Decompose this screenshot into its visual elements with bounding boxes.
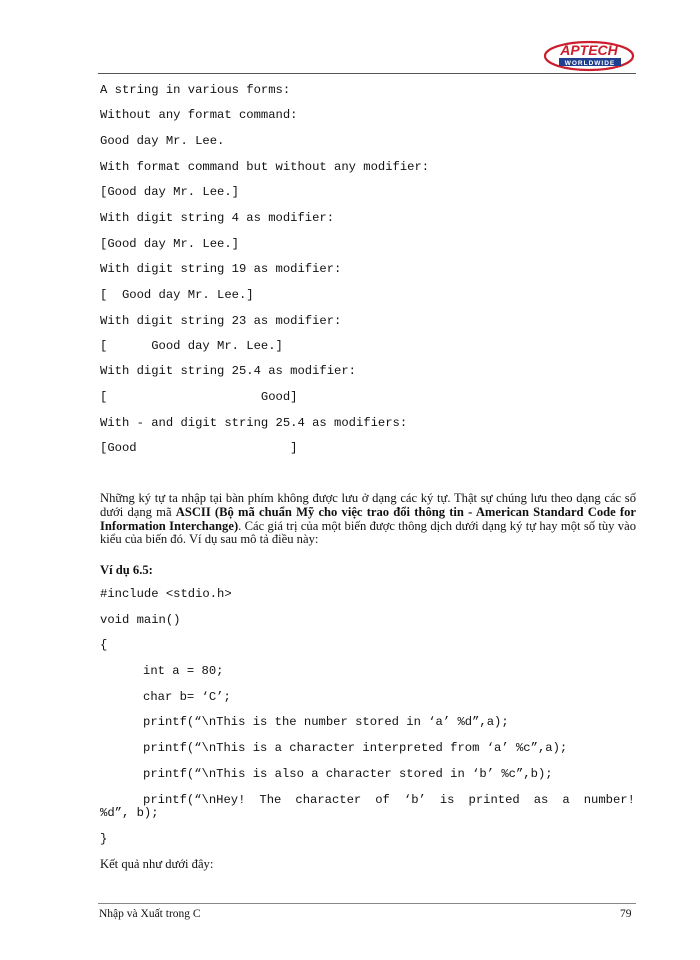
paragraph-text-1: Những ký tự ta nhập tại bàn phím không được lưu ở dạng các ký tự. Thật sự chúng lưu theo dạng các số dưới dạng mã bbox=[100, 491, 636, 519]
code-line-open-brace: { bbox=[100, 638, 108, 652]
code-word: The bbox=[259, 793, 282, 807]
paragraph-text-2: . Các giá trị của một biến được thông dịch dưới dạng ký tự hay một số tùy vào kiểu của biến đó. Ví dụ sau mô tả điều này: bbox=[100, 518, 636, 547]
code-line-char: char b= ‘C’; bbox=[143, 690, 231, 704]
output-line: [Good ] bbox=[100, 441, 298, 455]
code-line-printf-3: printf(“\nThis is also a character stored in ‘b’ %c”,b); bbox=[143, 767, 553, 781]
output-line: [ Good day Mr. Lee.] bbox=[100, 339, 283, 353]
output-line: With digit string 19 as modifier: bbox=[100, 262, 342, 276]
output-line: A string in various forms: bbox=[100, 83, 291, 97]
output-line: Good day Mr. Lee. bbox=[100, 134, 225, 148]
result-label: Kết quả như dưới đây: bbox=[100, 857, 214, 871]
code-word: ‘b’ bbox=[403, 793, 426, 807]
output-line: With format command but without any modifier: bbox=[100, 160, 430, 174]
code-word: is bbox=[439, 793, 455, 807]
output-line: With - and digit string 25.4 as modifiers: bbox=[100, 416, 408, 430]
footer-rule bbox=[98, 903, 636, 904]
output-line: [Good day Mr. Lee.] bbox=[100, 185, 239, 199]
header-rule bbox=[98, 73, 636, 74]
code-word: as bbox=[533, 793, 549, 807]
code-word: printed bbox=[468, 793, 520, 807]
logo-subtext: WORLDWIDE bbox=[564, 60, 616, 67]
output-line: With digit string 25.4 as modifier: bbox=[100, 364, 356, 378]
example-title: Ví dụ 6.5: bbox=[100, 563, 153, 577]
code-word: character bbox=[295, 793, 362, 807]
code-line-printf-4-continued: %d”, b); bbox=[100, 806, 159, 820]
code-word: number! bbox=[583, 793, 635, 807]
logo-text: APTECH bbox=[560, 42, 618, 58]
code-word: of bbox=[375, 793, 390, 807]
paragraph-bold: ASCII (Bộ mã chuẩn Mỹ cho việc trao đổi thông tin - American Standard Code for Information Interchange) bbox=[100, 504, 637, 533]
output-line: Without any format command: bbox=[100, 108, 298, 122]
page-number: 79 bbox=[620, 908, 632, 920]
code-line-printf-1: printf(“\nThis is the number stored in ‘a’ %d”,a); bbox=[143, 715, 509, 729]
code-line-main: void main() bbox=[100, 613, 181, 627]
output-line: With digit string 23 as modifier: bbox=[100, 314, 342, 328]
output-line: [ Good] bbox=[100, 390, 298, 404]
aptech-logo bbox=[543, 40, 635, 72]
code-line-int: int a = 80; bbox=[143, 664, 224, 678]
output-line: [ Good day Mr. Lee.] bbox=[100, 288, 254, 302]
code-line-include: #include <stdio.h> bbox=[100, 587, 232, 601]
code-word: printf(“\nHey! bbox=[143, 793, 246, 807]
footer-chapter-title: Nhập và Xuất trong C bbox=[99, 908, 201, 920]
code-line-close-brace: } bbox=[100, 832, 108, 846]
explanation-paragraph bbox=[100, 492, 636, 547]
code-line-printf-2: printf(“\nThis is a character interpreted from ‘a’ %c”,a); bbox=[143, 741, 568, 755]
output-line: With digit string 4 as modifier: bbox=[100, 211, 335, 225]
output-line: [Good day Mr. Lee.] bbox=[100, 237, 239, 251]
code-line-printf-4 bbox=[143, 793, 635, 807]
code-word: a bbox=[562, 793, 570, 807]
